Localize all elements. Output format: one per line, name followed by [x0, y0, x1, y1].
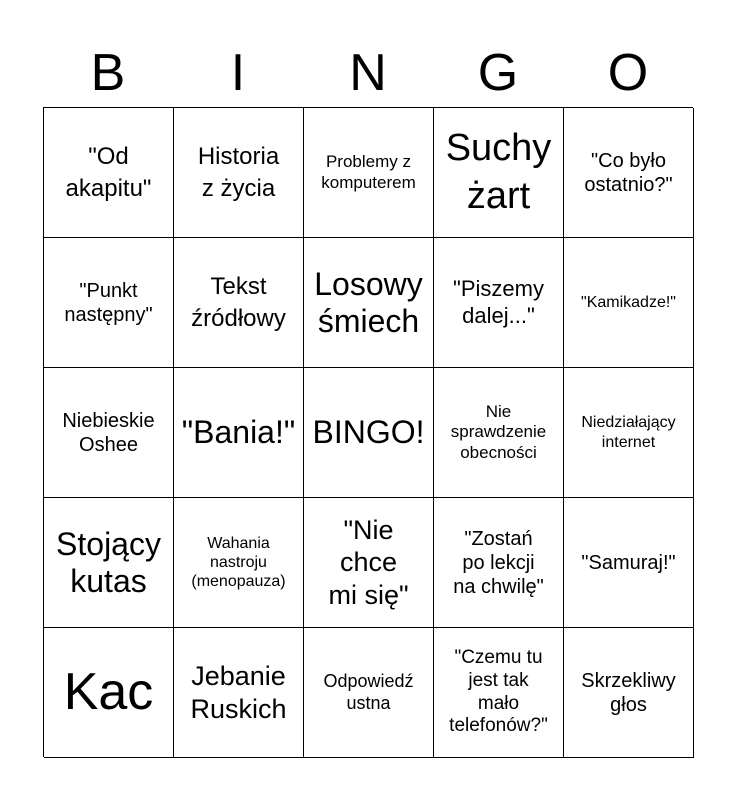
header-letter-i: I — [230, 44, 246, 102]
bingo-cell[interactable]: "Co było ostatnio?" — [564, 108, 694, 238]
bingo-cell[interactable]: Jebanie Ruskich — [174, 628, 304, 758]
bingo-cell-free[interactable]: BINGO! — [304, 368, 434, 498]
bingo-cell[interactable]: Skrzekliwy głos — [564, 628, 694, 758]
bingo-cell[interactable]: Tekst źródłowy — [174, 238, 304, 368]
bingo-cell[interactable]: Niedziałający internet — [564, 368, 694, 498]
bingo-cell[interactable]: "Zostań po lekcji na chwilę" — [434, 498, 564, 628]
header-letter-n: N — [349, 44, 387, 102]
bingo-cell[interactable]: Wahania nastroju (menopauza) — [174, 498, 304, 628]
bingo-cell[interactable]: Kac — [44, 628, 174, 758]
bingo-cell[interactable]: Suchy żart — [434, 108, 564, 238]
header-letter-g: G — [477, 44, 519, 102]
bingo-grid — [43, 107, 693, 757]
bingo-cell[interactable]: Stojący kutas — [44, 498, 174, 628]
bingo-cell[interactable]: "Od akapitu" — [44, 108, 174, 238]
bingo-cell[interactable]: Niebieskie Oshee — [44, 368, 174, 498]
bingo-cell[interactable]: Problemy z komputerem — [304, 108, 434, 238]
bingo-header — [43, 38, 693, 108]
bingo-cell[interactable]: "Punkt następny" — [44, 238, 174, 368]
bingo-cell[interactable]: "Bania!" — [174, 368, 304, 498]
bingo-cell[interactable]: "Samuraj!" — [564, 498, 694, 628]
header-letter-b: B — [90, 44, 126, 102]
bingo-cell[interactable]: Odpowiedź ustna — [304, 628, 434, 758]
bingo-cell[interactable]: Nie sprawdzenie obecności — [434, 368, 564, 498]
bingo-cell[interactable]: Losowy śmiech — [304, 238, 434, 368]
bingo-cell[interactable]: "Nie chce mi się" — [304, 498, 434, 628]
bingo-cell[interactable]: "Piszemy dalej..." — [434, 238, 564, 368]
bingo-cell[interactable]: "Kamikadze!" — [564, 238, 694, 368]
header-letter-o: O — [607, 44, 649, 102]
bingo-cell[interactable]: Historia z życia — [174, 108, 304, 238]
bingo-cell[interactable]: "Czemu tu jest tak mało telefonów?" — [434, 628, 564, 758]
